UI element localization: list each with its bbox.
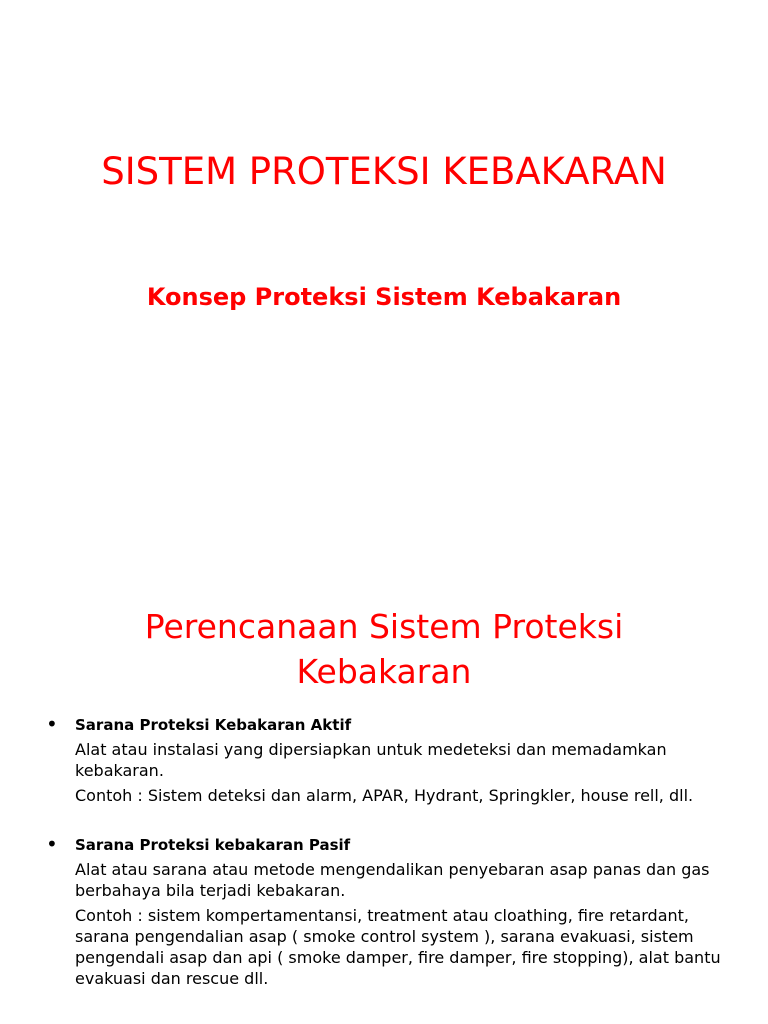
- bullet-item-pasif: [46, 834, 736, 989]
- content-slide: [0, 576, 768, 1024]
- bullet-heading: Sarana Proteksi Kebakaran Aktif: [75, 716, 352, 734]
- bullet-heading: Sarana Proteksi kebakaran Pasif: [75, 836, 351, 854]
- section-title: Perencanaan Sistem Proteksi Kebakaran: [144, 607, 624, 691]
- bullet-example: Contoh : Sistem deteksi dan alarm, APAR, Hydrant, Springkler, house rell, dll.: [75, 786, 694, 805]
- bullet-marker-icon: •: [46, 712, 58, 736]
- bullet-example: Contoh : sistem kompertamentansi, treatment atau cloathing, fire retardant, sarana pengendalian asap ( smoke control system ), sarana evakuasi, sistem pengendali asap dan api ( smoke damper, fire damper, fire stopping), alat bantu evakuasi dan rescue dll.: [75, 906, 721, 988]
- presentation-title: SISTEM PROTEKSI KEBAKARAN: [101, 150, 667, 193]
- bullet-item-aktif: [46, 714, 736, 806]
- bullet-list: [46, 714, 736, 993]
- presentation-subtitle: Konsep Proteksi Sistem Kebakaran: [146, 283, 622, 311]
- bullet-marker-icon: •: [46, 832, 58, 856]
- bullet-description: Alat atau sarana atau metode mengendalikan penyebaran asap panas dan gas berbahaya bila terjadi kebakaran.: [75, 860, 710, 900]
- bullet-description: Alat atau instalasi yang dipersiapkan untuk medeteksi dan memadamkan kebakaran.: [75, 740, 667, 780]
